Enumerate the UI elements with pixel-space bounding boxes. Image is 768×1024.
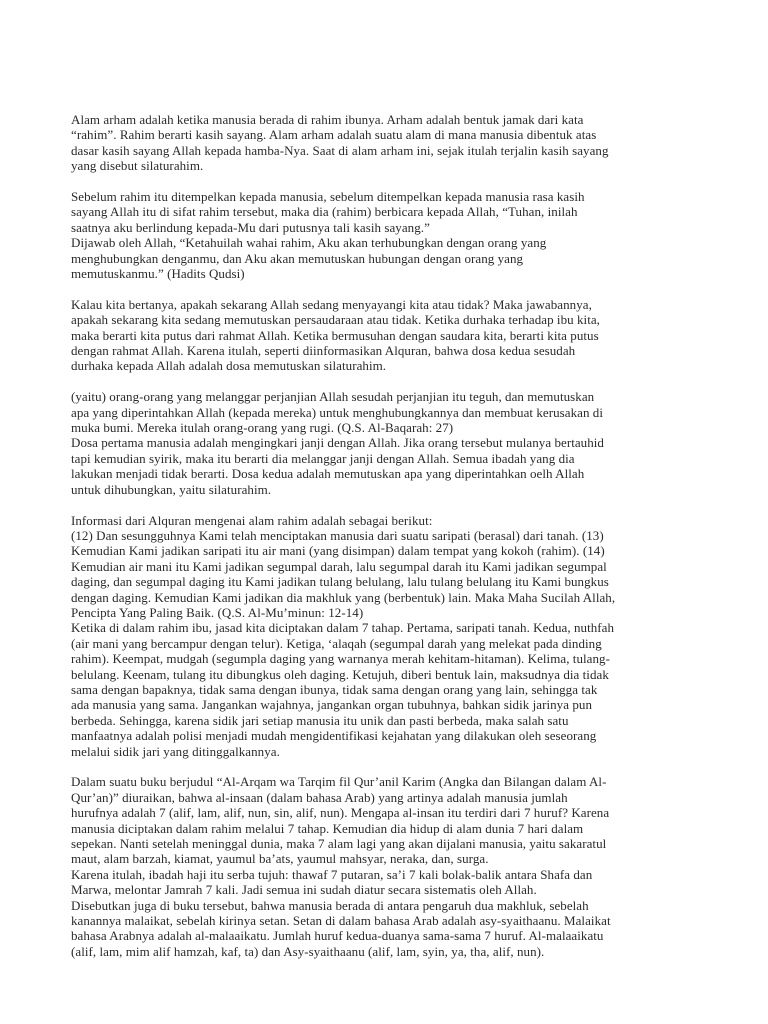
text-line: Kalau kita bertanya, apakah sekarang Allah sedang menyayangi kita atau tidak? Maka jawabannya, [71,296,592,312]
text-line: “rahim”. Rahim berarti kasih sayang. Alam arham adalah suatu alam di mana manusia dibentuk atas [71,127,597,143]
text-line: menghubungkan denganmu, dan Aku akan memutuskan hubungan dengan orang yang [71,250,524,266]
text-line: dengan rahmat Allah. Karena itulah, seperti diinformasikan Alquran, bahwa dosa kedua sesudah [71,343,576,359]
text-line: lakukan menjadi tidak berarti. Dosa kedua adalah memutuskan apa yang diperintahkan oelh Allah [71,466,585,482]
text-line: kanannya malaikat, sebelah kirinya setan. Setan di dalam bahasa Arab adalah asy-syaithaanu. Malaikat [71,913,611,929]
text-line: ada manusia yang sama. Jangankan wajahnya, jangankan organ tubuhnya, bahkan sidik jarinya pun [71,697,593,713]
text-line: hurufnya adalah 7 (alif, lam, alif, nun, sin, alif, nun). Mengapa al-insan itu terdiri dari 7 huruf? Karena [71,805,610,821]
text-line: melalui sidik jari yang ditinggalkannya. [71,743,280,759]
text-line: (air mani yang bercampur dengan telur). Ketiga, ‘alaqah (segumpal darah yang melekat pada dinding [71,635,602,651]
text-line: Pencipta Yang Paling Baik. (Q.S. Al-Mu’minun: 12-14) [71,604,364,620]
text-line: maka berarti kita putus dari rahmat Allah. Ketika bermusuhan dengan saudara kita, berarti kita putus [71,327,599,343]
text-line: bahasa Arabnya adalah al-malaaikatu. Jumlah huruf kedua-duanya sama-sama 7 huruf. Al-malaaikatu [71,928,604,944]
text-line: Karena itulah, ibadah haji itu serba tujuh: thawaf 7 putaran, sa’i 7 kali bolak-balik antara Shafa dan [71,866,593,882]
text-line: (alif, lam, mim alif hamzah, kaf, ta) dan Asy-syaithaanu (alif, lam, syin, ya, tha, alif, nun). [71,943,545,959]
text-line: Disebutkan juga di buku tersebut, bahwa manusia berada di antara pengaruh dua makhluk, sebelah [71,897,589,913]
text-line: rahim). Keempat, mudgah (segumpla daging yang warnanya merah kehitam-hitaman). Kelima, tulang- [71,651,610,667]
text-line: Informasi dari Alquran mengenai alam rahim adalah sebagai berikut: [71,512,433,528]
text-line: (yaitu) orang-orang yang melanggar perjanjian Allah sesudah perjanjian itu teguh, dan memutuskan [71,389,595,405]
paragraph-alam-arham [71,112,711,174]
text-line: maut, alam barzah, kiamat, yaumul ba’ats, yaumul mahsyar, neraka, dan, surga. [71,851,489,867]
text-line: saatnya aku berlindung kepada-Mu dari putusnya tali kasih sayang.” [71,219,430,235]
text-line: tapi kemudian syirik, maka itu berarti dia melanggar janji dengan Allah. Semua ibadah yang dia [71,450,575,466]
paragraph-hadits-qudsi [71,189,711,281]
text-line: Marwa, melontar Jamrah 7 kali. Jadi semua ini sudah diatur secara sistematis oleh Allah. [71,882,537,898]
text-line: dengan daging. Kemudian Kami jadikan dia makhluk yang (berbentuk) lain. Maka Maha Sucilah Allah, [71,589,616,605]
text-line: Dosa pertama manusia adalah mengingkari janji dengan Allah. Jika orang tersebut mulanya bertauhid [71,435,604,451]
text-line: Dalam suatu buku berjudul “Al-Arqam wa Tarqim fil Qur’anil Karim (Angka dan Bilangan dalam Al- [71,774,607,790]
text-line: manusia diciptakan dalam rahim melalui 7 tahap. Kemudian dia hidup di alam dunia 7 hari dalam [71,820,584,836]
text-line: Qur’an)” diuraikan, bahwa al-insaan (dalam bahasa Arab) yang artinya adalah manusia jumlah [71,789,568,805]
text-line: Alam arham adalah ketika manusia berada di rahim ibunya. Arham adalah bentuk jamak dari kata [71,112,584,127]
text-line: Kemudian air mani itu Kami jadikan segumpal darah, lalu segumpal darah itu Kami jadikan segumpal [71,558,607,574]
text-line: untuk dihubungkan, yaitu silaturahim. [71,481,272,497]
text-line: dasar kasih sayang Allah kepada hamba-Nya. Saat di alam arham ini, sejak itulah terjalin kasih sayang [71,142,609,158]
text-line: daging, dan segumpal daging itu Kami jadikan tulang belulang, lalu tulang belulang itu Kami bungkus [71,574,609,590]
text-line: durhaka kepada Allah adalah dosa memutuskan silaturahim. [71,358,387,374]
paragraph-rahmat-allah [71,297,711,374]
text-line: memutuskanmu.” (Hadits Qudsi) [71,266,245,282]
paragraph-alam-rahim [71,513,711,760]
text-line: Kemudian Kami jadikan saripati itu air mani (yang disimpan) dalam tempat yang kokoh (rahim). (14) [71,543,605,559]
text-line: Dijawab oleh Allah, “Ketahuilah wahai rahim, Aku akan terhubungkan dengan orang yang [71,235,547,251]
text-line: berbeda. Sehingga, karena sidik jari setiap manusia itu unik dan pasti berbeda, maka salah satu [71,712,569,728]
text-line: yang disebut silaturahim. [71,158,204,174]
paragraph-al-arqam [71,774,711,959]
text-line: belulang. Keenam, tulang itu dibungkus oleh daging. Ketujuh, diberi bentuk lain, maksudnya dia tidak [71,666,609,682]
paragraph-al-baqarah [71,389,711,497]
text-line: apakah sekarang kita sedang memutuskan persaudaraan atau tidak. Ketika durhaka terhadap ibu kita, [71,312,600,328]
text-line: apa yang diperintahkan Allah (kepada mereka) untuk menghubungkannya dan membuat kerusakan di [71,404,604,420]
text-line: Ketika di dalam rahim ibu, jasad kita diciptakan dalam 7 tahap. Pertama, saripati tanah. Kedua, nuthfah [71,620,615,636]
text-line: sayang Allah itu di sifat rahim tersebut, maka dia (rahim) berbicara kepada Allah, “Tuhan, inilah [71,204,578,220]
text-line: (12) Dan sesungguhnya Kami telah menciptakan manusia dari suatu saripati (berasal) dari tanah. (13) [71,527,604,543]
text-line: sama dengan bapaknya, tidak sama dengan ibunya, tidak sama dengan orang yang lain, sehingga tak [71,681,598,697]
text-line: Sebelum rahim itu ditempelkan kepada manusia, sebelum ditempelkan kepada manusia rasa kasih [71,189,585,205]
text-line: sepekan. Nanti setelah meninggal dunia, maka 7 alam lagi yang akan dijalani manusia, yaitu sakaratul [71,836,607,852]
text-line: manfaatnya adalah polisi menjadi mudah mengidentifikasi kejahatan yang dilakukan oleh seseorang [71,728,597,744]
document-page [71,112,711,975]
text-line: muka bumi. Mereka itulah orang-orang yang rugi. (Q.S. Al-Baqarah: 27) [71,420,454,436]
